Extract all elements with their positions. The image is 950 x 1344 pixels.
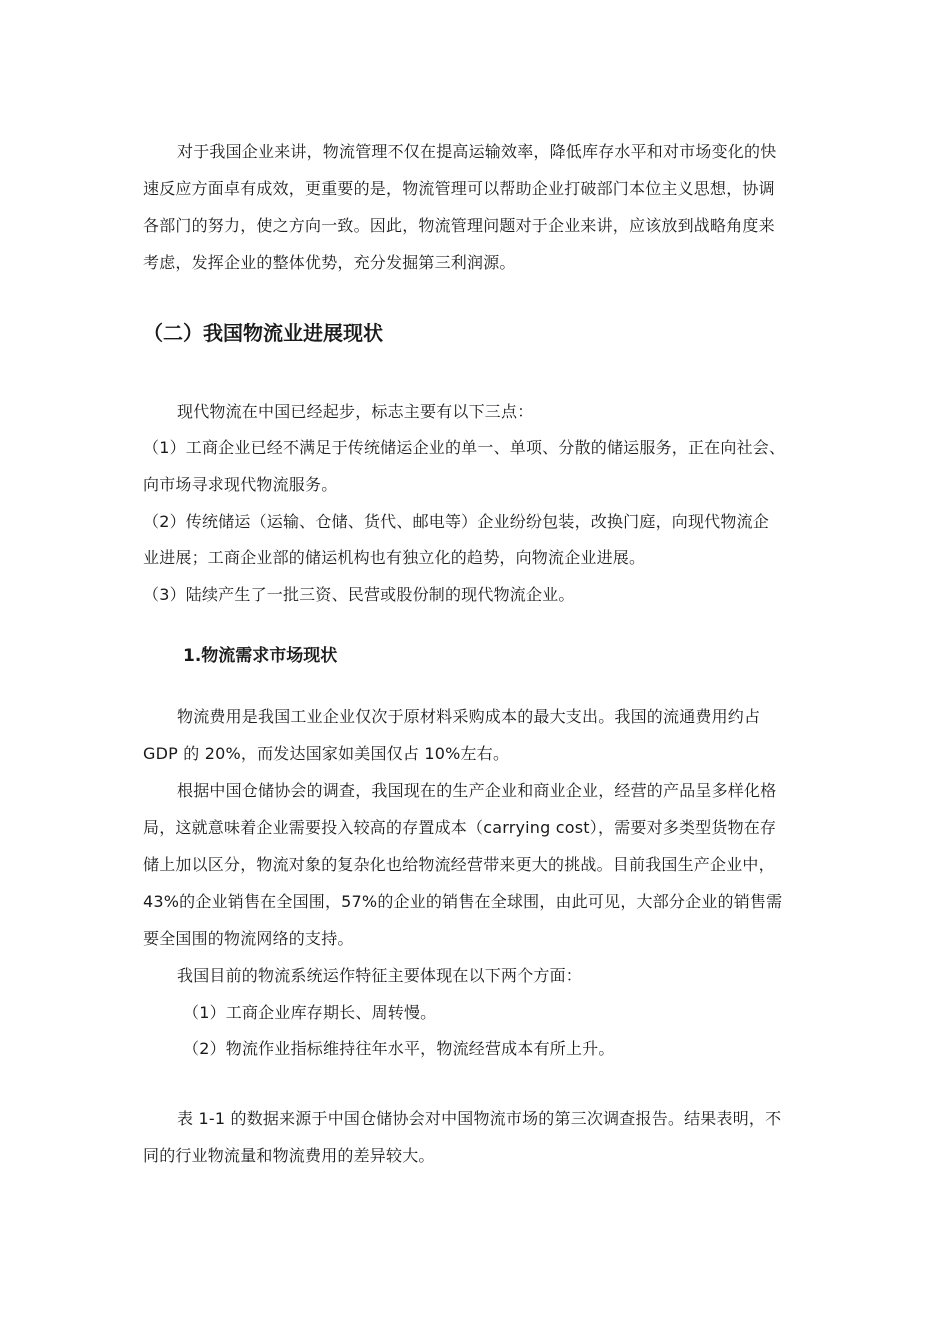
sub-paragraph-2-line-2: 局，这就意味着企业需要投入较高的存置成本（carrying cost），需要对多类型货物在存 (143, 818, 777, 837)
paragraph-1-line-1: 对于我国企业来讲，物流管理不仅在提高运输效率，降低库存水平和对市场变化的快 (177, 142, 777, 161)
sub-paragraph-4-line-1: 表 1-1 的数据来源于中国仓储协会对中国物流市场的第三次调查报告。结果表明，不 (177, 1109, 782, 1128)
sub-paragraph-2-line-5: 要全国围的物流网络的支持。 (143, 929, 354, 948)
section-intro: 现代物流在中国已经起步，标志主要有以下三点： (177, 402, 534, 421)
feature-1: （1）工商企业库存期长、周转慢。 (183, 1003, 437, 1022)
sub-paragraph-4-line-2: 同的行业物流量和物流费用的差异较大。 (143, 1146, 435, 1165)
sub-paragraph-2-line-1: 根据中国仓储协会的调查，我国现在的生产企业和商业企业，经营的产品呈多样化格 (177, 781, 777, 800)
point-1-line-2: 向市场寻求现代物流服务。 (143, 475, 338, 494)
feature-2: （2）物流作业指标维持往年水平，物流经营成本有所上升。 (183, 1039, 615, 1058)
sub-paragraph-3: 我国目前的物流系统运作特征主要体现在以下两个方面： (177, 966, 583, 985)
sub-paragraph-1-line-1: 物流费用是我国工业企业仅次于原材料采购成本的最大支出。我国的流通费用约占 (177, 707, 761, 726)
sub-paragraph-1-line-2: GDP 的 20%，而发达国家如美国仅占 10%左右。 (143, 744, 510, 763)
point-2-line-2: 业进展；工商企业部的储运机构也有独立化的趋势，向物流企业进展。 (143, 548, 646, 567)
point-2-line-1: （2）传统储运（运输、仓储、货代、邮电等）企业纷纷包装，改换门庭，向现代物流企 (143, 512, 769, 531)
point-3: （3）陆续产生了一批三资、民营或股份制的现代物流企业。 (143, 585, 575, 604)
point-1-line-1: （1）工商企业已经不满足于传统储运企业的单一、单项、分散的储运服务，正在向社会、 (143, 438, 786, 457)
paragraph-1-line-2: 速反应方面卓有成效，更重要的是，物流管理可以帮助企业打破部门本位主义思想，协调 (143, 179, 775, 198)
section-heading: （二）我国物流业进展现状 (143, 321, 383, 345)
paragraph-1-line-3: 各部门的努力，使之方向一致。因此，物流管理问题对于企业来讲，应该放到战略角度来 (143, 216, 775, 235)
sub-paragraph-2-line-3: 储上加以区分，物流对象的复杂化也给物流经营带来更大的挑战。目前我国生产企业中， (143, 855, 775, 874)
sub-paragraph-2-line-4: 43%的企业销售在全国围，57%的企业的销售在全球围，由此可见，大部分企业的销售需 (143, 892, 783, 911)
paragraph-1-line-4: 考虑，发挥企业的整体优势，充分发掘第三利润源。 (143, 253, 516, 272)
subsection-heading: 1.物流需求市场现状 (183, 646, 338, 666)
